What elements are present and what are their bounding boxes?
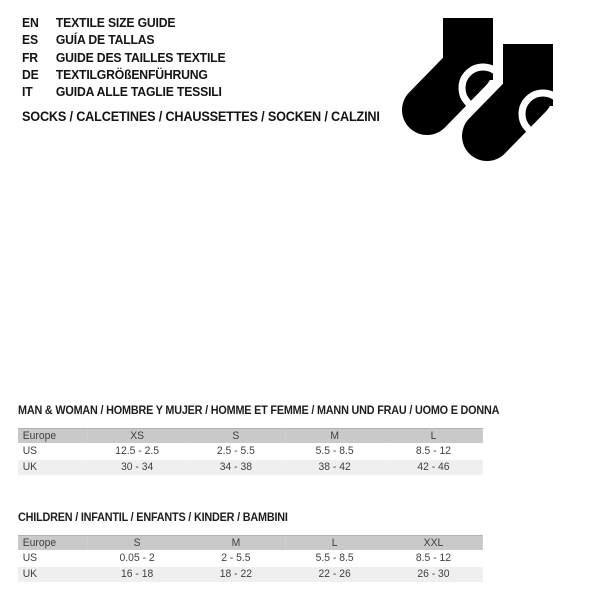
col-header-size: M [330,429,339,442]
size-cell: 38 - 42 [318,461,351,473]
row-header: US [22,445,38,457]
size-cell: 2 - 5.5 [221,552,251,564]
size-cell: 22 - 26 [318,568,351,580]
table-row-uk [18,567,483,582]
col-header-size: M [231,536,241,549]
size-table-block-children [18,512,483,582]
socks-icon [400,0,590,190]
size-cell: 0.05 - 2 [119,552,155,564]
size-table-title: MAN & WOMAN / HOMBRE Y MUJER / HOMME ET FEMME / MANN UND FRAU / UOMO E DONNA [18,405,500,417]
size-cell: 26 - 30 [417,568,450,580]
lang-row-en [22,14,225,31]
table-row-us [18,443,483,460]
category-line: SOCKS / CALCETINES / CHAUSSETTES / SOCKEN / CALZINI [22,109,380,124]
lang-code: IT [22,84,33,100]
size-cell: 8.5 - 12 [415,445,452,457]
lang-label: GUIDA ALLE TAGLIE TESSILI [55,84,222,100]
size-table-title: CHILDREN / INFANTIL / ENFANTS / KINDER / BAMBINI [18,512,288,524]
size-table-children [18,535,483,582]
row-header: UK [22,461,38,473]
row-header: US [22,552,38,564]
size-cell: 2.5 - 5.5 [216,445,255,457]
col-header-size: S [133,536,141,549]
table-row-uk [18,460,483,475]
size-table-header-row [18,536,483,550]
size-cell: 16 - 18 [120,568,154,580]
lang-label: GUÍA DE TALLAS [55,32,155,48]
lang-label: GUIDE DES TAILLES TEXTILE [55,49,226,65]
size-cell: 5.5 - 8.5 [315,552,354,564]
size-cell: 18 - 22 [219,568,253,580]
col-header-europe: Europe [22,536,57,549]
lang-row-es [22,31,225,48]
size-cell: 12.5 - 2.5 [115,445,159,457]
size-table-block-man-woman [18,405,500,475]
size-cell: 34 - 38 [219,461,253,473]
size-cell: 5.5 - 8.5 [315,445,354,457]
lang-code: ES [22,32,38,48]
size-table-man-woman [18,428,483,475]
col-header-size: XS [130,429,145,442]
size-cell: 8.5 - 12 [415,552,452,564]
col-header-size: S [232,429,240,442]
lang-label: TEXTILE SIZE GUIDE [55,15,176,30]
size-cell: 30 - 34 [120,461,154,473]
size-cell: 42 - 46 [417,461,450,473]
lang-label: TEXTILGRÖßENFÜHRUNG [55,66,208,82]
col-header-europe: Europe [22,429,57,442]
lang-code: EN [22,15,39,30]
row-header: UK [22,568,38,580]
lang-row-de [22,66,225,83]
col-header-size: XXL [423,536,444,549]
language-list [22,14,225,100]
lang-code: DE [22,66,39,82]
lang-row-fr [22,49,225,66]
lang-code: FR [22,49,38,65]
table-row-us [18,550,483,567]
col-header-size: L [430,429,437,442]
lang-row-it [22,83,225,100]
size-table-header-row [18,429,483,443]
col-header-size: L [331,536,338,549]
